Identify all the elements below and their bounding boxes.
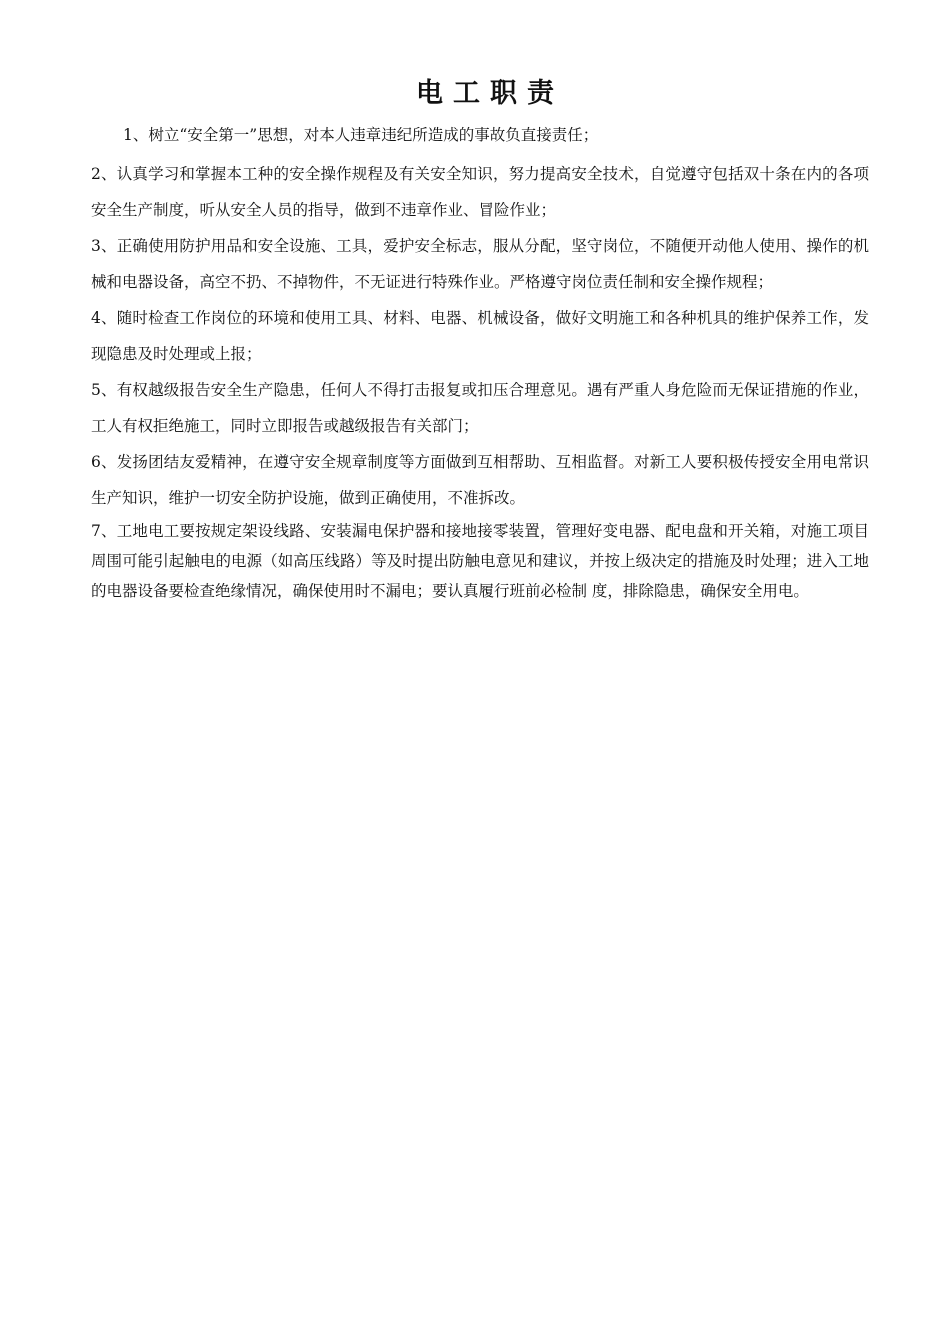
paragraph-1: 1、树立“安全第一”思想，对本人违章违纪所造成的事故负直接责任； — [123, 126, 599, 144]
paragraph-7: 7、工地电工要按规定架设线路、安装漏电保护器和接地接零装置，管理好变电器、配电盘和开关箱，对施工项目周围可能引起触电的电源（如高压线路）等及时提出防触电意见和建议，并按上级决定的措施及时处理；进入工地的电器设备要检查绝缘情况，确保使用时不漏电；要认真履行班前必检制 度，排除隐患，确保安全用电。 — [91, 522, 869, 600]
paragraph-3: 3、正确使用防护用品和安全设施、工具，爱护安全标志，服从分配，坚守岗位，不随便开动他人使用、操作的机械和电器设备，高空不扔、不掉物件，不无证进行特殊作业。严格遵守岗位责任制和安全操作规程； — [91, 237, 869, 291]
document-body — [91, 121, 869, 606]
paragraph-5: 5、有权越级报告安全生产隐患，任何人不得打击报复或扣压合理意见。遇有严重人身危险而无保证措施的作业，工人有权拒绝施工，同时立即报告或越级报告有关部门； — [91, 381, 869, 435]
page-title: 电工职责 — [416, 78, 564, 109]
paragraph-6: 6、发扬团结友爱精神，在遵守安全规章制度等方面做到互相帮助、互相监督。对新工人要积极传授安全用电常识生产知识，维护一切安全防护设施，做到正确使用，不准拆改。 — [91, 453, 869, 507]
paragraph-4: 4、随时检查工作岗位的环境和使用工具、材料、电器、机械设备，做好文明施工和各种机具的维护保养工作，发现隐患及时处理或上报； — [91, 309, 869, 363]
paragraph-2: 2、认真学习和掌握本工种的安全操作规程及有关安全知识，努力提高安全技术，自觉遵守包括双十条在内的各项安全生产制度，听从安全人员的指导，做到不违章作业、冒险作业； — [91, 165, 869, 219]
